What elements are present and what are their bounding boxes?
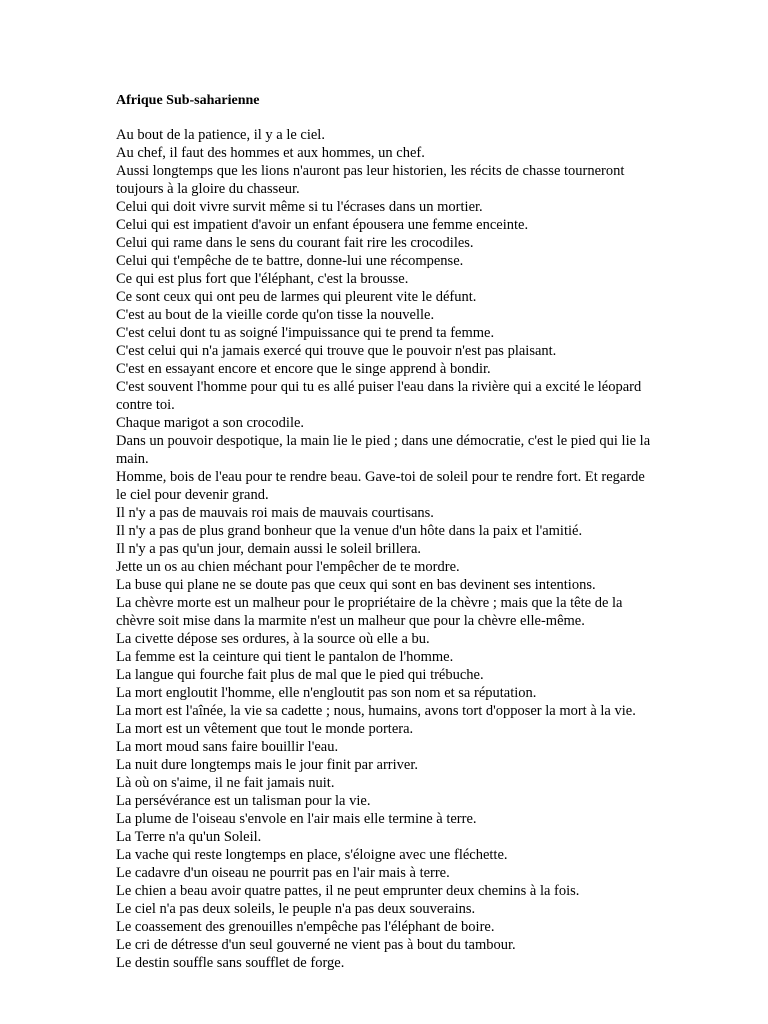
proverb-line: Chaque marigot a son crocodile. (116, 415, 305, 431)
proverb-line: La civette dépose ses ordures, à la source où elle a bu. (116, 631, 430, 647)
proverb-line: Celui qui t'empêche de te battre, donne-lui une récompense. (116, 253, 464, 269)
proverb-line: C'est celui dont tu as soigné l'impuissance qui te prend ta femme. (116, 325, 495, 341)
proverb-line: Il n'y a pas de plus grand bonheur que la venue d'un hôte dans la paix et l'amitié. (116, 523, 583, 539)
proverb-line: Dans un pouvoir despotique, la main lie le pied ; dans une démocratie, c'est le pied qui lie la main. (116, 433, 651, 467)
proverb-list (116, 126, 656, 972)
proverb-line: C'est au bout de la vieille corde qu'on tisse la nouvelle. (116, 307, 435, 323)
proverb-line: La chèvre morte est un malheur pour le propriétaire de la chèvre ; mais que la tête de la chèvre soit mise dans la marmite n'est un malheur que pour la chèvre elle-même. (116, 595, 623, 629)
proverb-line: La persévérance est un talisman pour la vie. (116, 793, 371, 809)
proverb-line: Le ciel n'a pas deux soleils, le peuple n'a pas deux souverains. (116, 901, 476, 917)
proverb-line: La buse qui plane ne se doute pas que ceux qui sont en bas devinent ses intentions. (116, 577, 596, 593)
proverb-line: Celui qui rame dans le sens du courant fait rire les crocodiles. (116, 235, 474, 251)
proverb-line: Aussi longtemps que les lions n'auront pas leur historien, les récits de chasse tourneront toujours à la gloire du chasseur. (116, 163, 625, 197)
proverb-line: C'est en essayant encore et encore que le singe apprend à bondir. (116, 361, 491, 377)
proverb-line: C'est souvent l'homme pour qui tu es allé puiser l'eau dans la rivière qui a excité le léopard contre toi. (116, 379, 642, 413)
proverb-line: La nuit dure longtemps mais le jour finit par arriver. (116, 757, 419, 773)
document-title: Afrique Sub-saharienne (116, 93, 260, 108)
proverb-line: La femme est la ceinture qui tient le pantalon de l'homme. (116, 649, 454, 665)
proverb-line: La mort est l'aînée, la vie sa cadette ; nous, humains, avons tort d'opposer la mort à la vie. (116, 703, 636, 719)
proverb-line: Il n'y a pas qu'un jour, demain aussi le soleil brillera. (116, 541, 422, 557)
proverb-line: Le coassement des grenouilles n'empêche pas l'éléphant de boire. (116, 919, 495, 935)
proverb-line: La Terre n'a qu'un Soleil. (116, 829, 262, 845)
proverb-line: Le destin souffle sans soufflet de forge. (116, 955, 345, 971)
proverb-line: Homme, bois de l'eau pour te rendre beau. Gave-toi de soleil pour te rendre fort. Et regarde le ciel pour devenir grand. (116, 469, 645, 503)
proverb-line: Là où on s'aime, il ne fait jamais nuit. (116, 775, 335, 791)
proverb-line: Au chef, il faut des hommes et aux hommes, un chef. (116, 145, 425, 161)
proverb-line: Celui qui doit vivre survit même si tu l'écrases dans un mortier. (116, 199, 483, 215)
proverb-line: Jette un os au chien méchant pour l'empêcher de te mordre. (116, 559, 460, 575)
proverb-line: Ce qui est plus fort que l'éléphant, c'est la brousse. (116, 271, 409, 287)
document-page (116, 92, 656, 972)
proverb-line: La mort engloutit l'homme, elle n'engloutit pas son nom et sa réputation. (116, 685, 537, 701)
proverb-line: Il n'y a pas de mauvais roi mais de mauvais courtisans. (116, 505, 434, 521)
proverb-line: Celui qui est impatient d'avoir un enfant épousera une femme enceinte. (116, 217, 529, 233)
proverb-line: Le cadavre d'un oiseau ne pourrit pas en l'air mais à terre. (116, 865, 450, 881)
proverb-line: La plume de l'oiseau s'envole en l'air mais elle termine à terre. (116, 811, 477, 827)
proverb-line: C'est celui qui n'a jamais exercé qui trouve que le pouvoir n'est pas plaisant. (116, 343, 557, 359)
proverb-line: Au bout de la patience, il y a le ciel. (116, 127, 325, 143)
proverb-line: Le chien a beau avoir quatre pattes, il ne peut emprunter deux chemins à la fois. (116, 883, 580, 899)
proverb-line: La mort est un vêtement que tout le monde portera. (116, 721, 414, 737)
proverb-line: Ce sont ceux qui ont peu de larmes qui pleurent vite le défunt. (116, 289, 477, 305)
proverb-line: La langue qui fourche fait plus de mal que le pied qui trébuche. (116, 667, 484, 683)
proverb-line: La mort moud sans faire bouillir l'eau. (116, 739, 339, 755)
proverb-line: La vache qui reste longtemps en place, s'éloigne avec une fléchette. (116, 847, 508, 863)
proverb-line: Le cri de détresse d'un seul gouverné ne vient pas à bout du tambour. (116, 937, 516, 953)
